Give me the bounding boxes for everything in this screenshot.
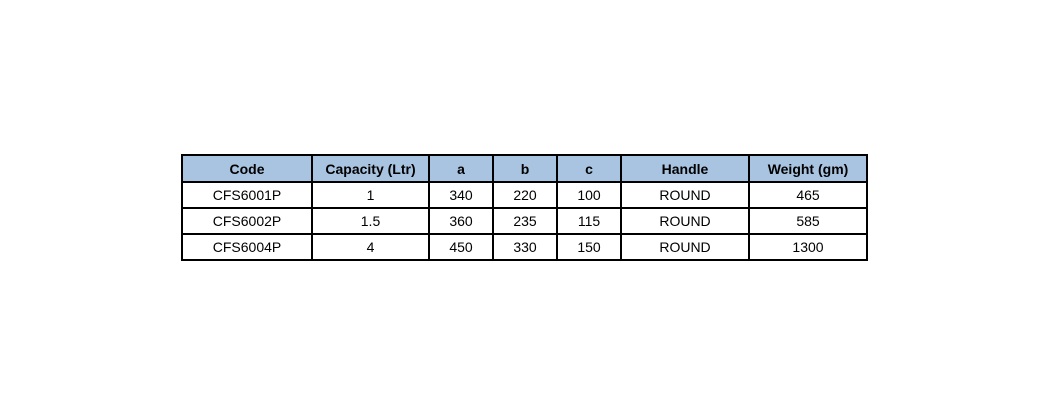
cell-weight: 585 (749, 208, 867, 234)
cell-weight: 465 (749, 182, 867, 208)
cell-a: 450 (429, 234, 493, 260)
header-cell-handle: Handle (621, 155, 749, 182)
cell-handle: ROUND (621, 234, 749, 260)
cell-capacity: 1 (312, 182, 429, 208)
cell-handle: ROUND (621, 208, 749, 234)
table-row (182, 182, 867, 208)
header-cell-weight: Weight (gm) (749, 155, 867, 182)
cell-b: 220 (493, 182, 557, 208)
header-cell-b: b (493, 155, 557, 182)
cell-code: CFS6004P (182, 234, 312, 260)
cell-a: 340 (429, 182, 493, 208)
header-cell-capacity: Capacity (Ltr) (312, 155, 429, 182)
table-row (182, 208, 867, 234)
product-spec-table (181, 154, 868, 261)
cell-capacity: 1.5 (312, 208, 429, 234)
cell-b: 235 (493, 208, 557, 234)
cell-b: 330 (493, 234, 557, 260)
header-cell-a: a (429, 155, 493, 182)
cell-c: 100 (557, 182, 621, 208)
header-cell-code: Code (182, 155, 312, 182)
cell-code: CFS6002P (182, 208, 312, 234)
cell-handle: ROUND (621, 182, 749, 208)
cell-a: 360 (429, 208, 493, 234)
product-spec-table-container (181, 154, 868, 261)
cell-weight: 1300 (749, 234, 867, 260)
table-row (182, 234, 867, 260)
header-row (182, 155, 867, 182)
header-cell-c: c (557, 155, 621, 182)
cell-c: 150 (557, 234, 621, 260)
cell-capacity: 4 (312, 234, 429, 260)
cell-code: CFS6001P (182, 182, 312, 208)
cell-c: 115 (557, 208, 621, 234)
